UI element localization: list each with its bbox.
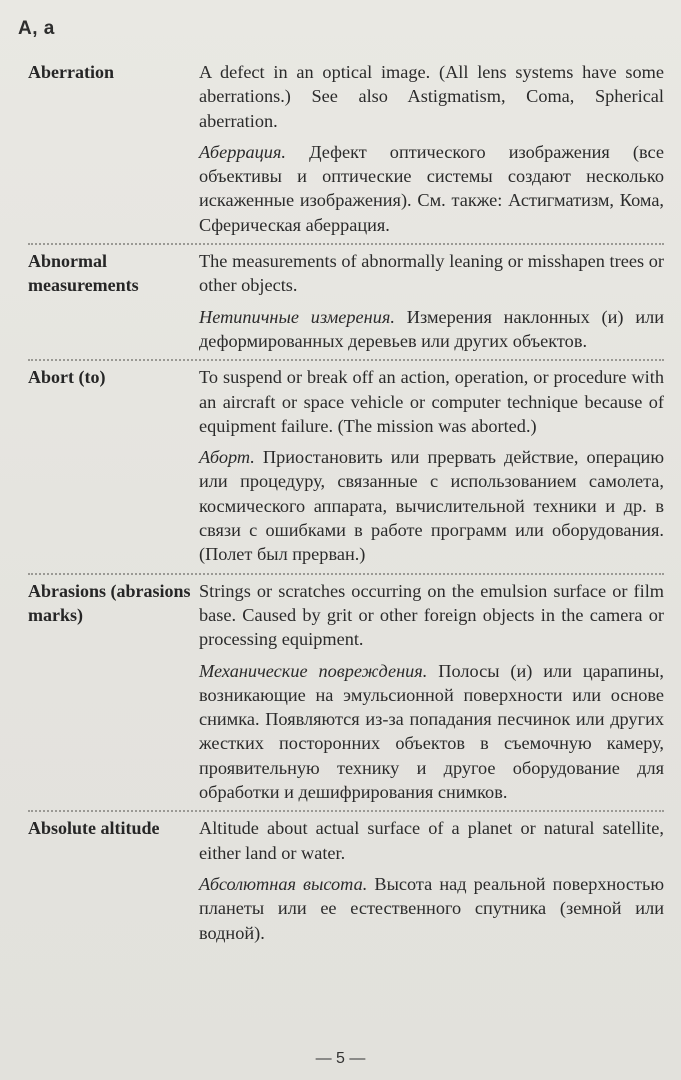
russian-text: Высота над реальной поверхностью планеты или ее естественного спутника (земной или водной). bbox=[199, 873, 665, 943]
definition-russian bbox=[199, 305, 664, 354]
entry-definitions bbox=[199, 365, 664, 566]
definition-english: Altitude about actual surface of a planet or natural satellite, either land or water. bbox=[199, 818, 664, 863]
russian-term: Абсолютная высота. bbox=[199, 873, 368, 894]
entry-term: Abnormal measurements bbox=[28, 251, 139, 296]
glossary-entry bbox=[28, 365, 664, 574]
russian-text: Измерения наклонных (и) или деформированных деревьев или других объектов. bbox=[199, 306, 665, 351]
section-heading: A, a bbox=[18, 18, 55, 39]
entry-definitions bbox=[199, 579, 664, 805]
definition-english: A defect in an optical image. (All lens systems have some aberrations.) See also Astigmatism, Coma, Spherical aberration. bbox=[199, 62, 664, 131]
russian-term: Аборт. bbox=[199, 447, 255, 468]
entry-term: Abort (to) bbox=[28, 367, 106, 388]
russian-term: Механические повреждения. bbox=[199, 660, 428, 681]
glossary-entries bbox=[28, 60, 664, 955]
entry-term: Absolute altitude bbox=[28, 818, 160, 839]
glossary-entry bbox=[28, 816, 664, 950]
definition-english: To suspend or break off an action, operation, or procedure with an aircraft or space vehicle or computer technique because of equipment failure. (The mission was aborted.) bbox=[199, 367, 664, 436]
definition-russian bbox=[199, 872, 664, 945]
entry-definitions bbox=[199, 249, 664, 353]
entry-term: Abrasions (abrasions marks) bbox=[28, 580, 191, 625]
russian-term: Нетипичные измерения. bbox=[199, 306, 395, 327]
page-number: — 5 — bbox=[315, 1050, 366, 1067]
entry-definitions bbox=[199, 60, 664, 237]
definition-english: The measurements of abnormally leaning or misshapen trees or other objects. bbox=[199, 251, 664, 296]
definition-russian bbox=[199, 140, 664, 237]
russian-text: Дефект оптического изображения (все объективы и оптические системы создают несколько искаженные изображения). См. также: Астигматизм, Кома, Сферическая аберрация. bbox=[199, 141, 664, 235]
definition-russian bbox=[199, 659, 664, 805]
definition-russian bbox=[199, 445, 664, 566]
glossary-entry bbox=[28, 579, 664, 813]
entry-term: Aberration bbox=[28, 62, 114, 82]
entry-definitions bbox=[199, 816, 664, 944]
glossary-entry bbox=[28, 60, 664, 245]
russian-text: Приостановить или прервать действие, операцию или процедуру, связанные с использованием самолета, космического аппарата, вычислительной техники и др. в связи с ошибками в работе программ или оборудования. (Полет был прерван.) bbox=[199, 447, 664, 565]
russian-text: Полосы (и) или царапины, возникающие на эмульсионной поверхности или основе снимка. Появляются из-за попадания песчинок или других жестких посторонних объектов в съемочную камеру, проявительную технику и другое оборудование для обработки и дешифрирования снимков. bbox=[199, 660, 664, 803]
definition-english: Strings or scratches occurring on the emulsion surface or film base. Caused by grit or other foreign objects in the camera or processing equipment. bbox=[199, 580, 664, 650]
russian-term: Аберрация. bbox=[199, 141, 286, 162]
glossary-entry bbox=[28, 249, 664, 361]
